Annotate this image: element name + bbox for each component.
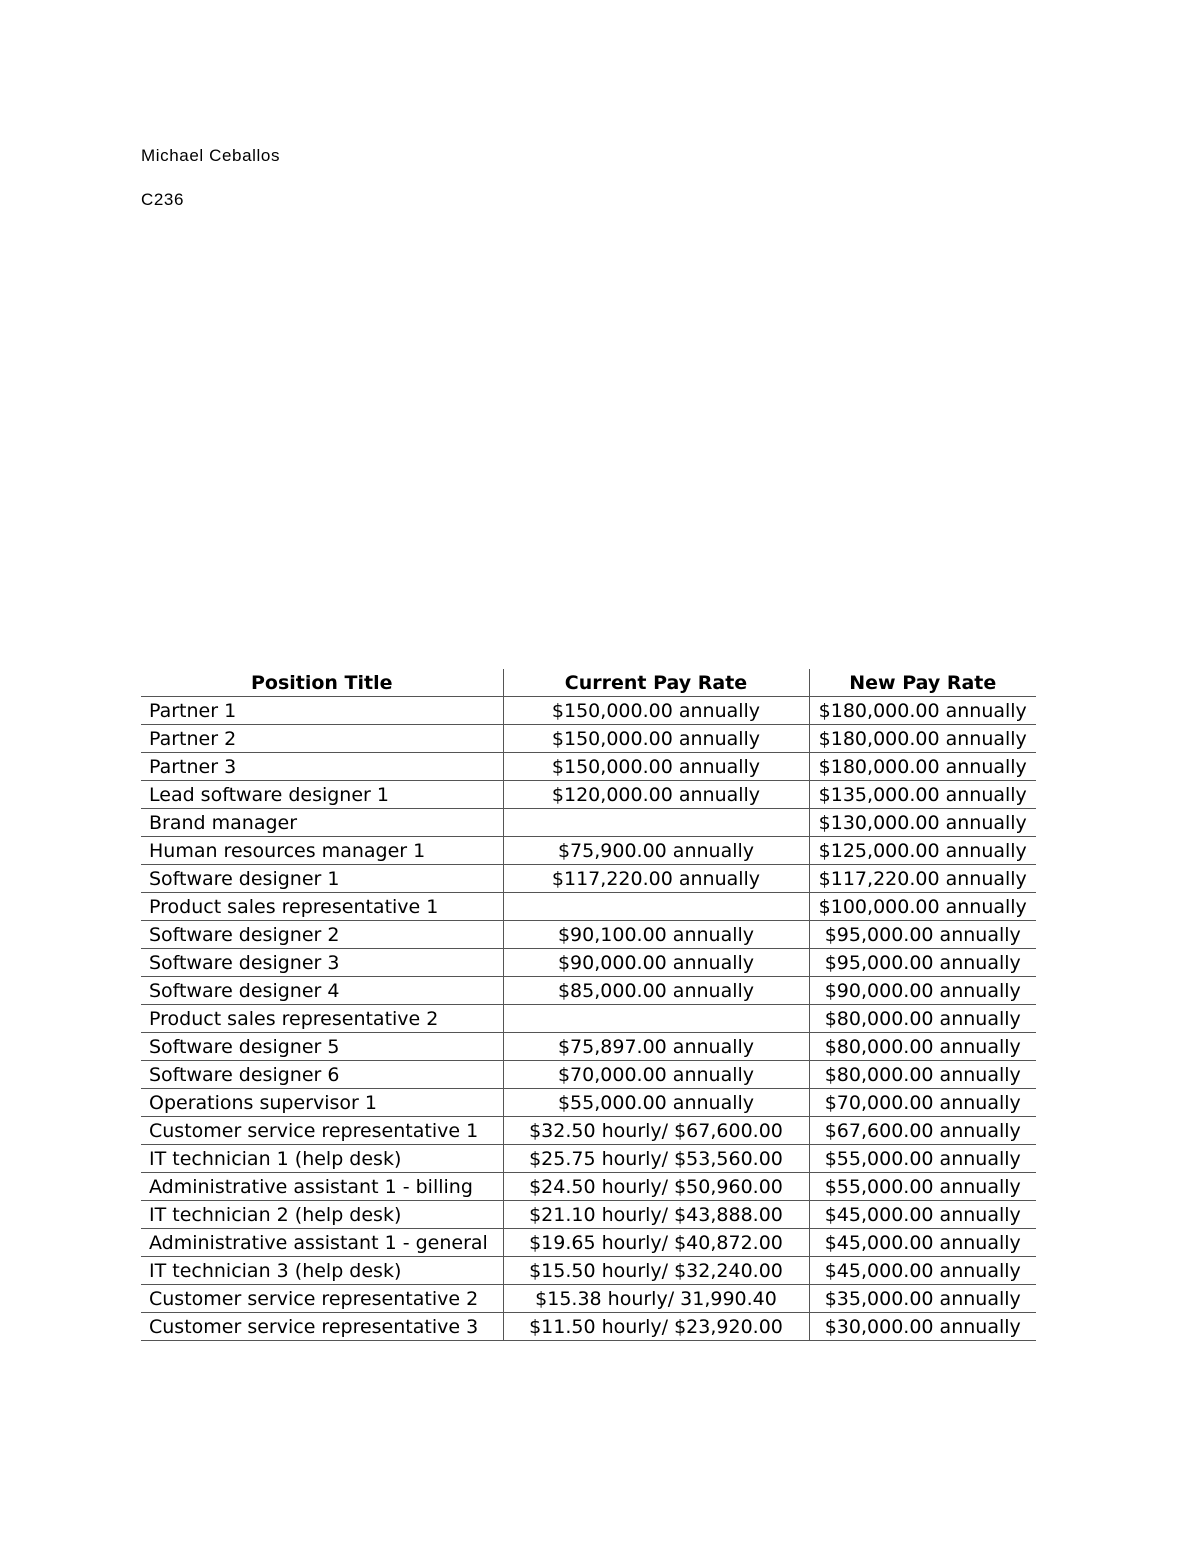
position-title-cell: Partner 2 [141,725,503,753]
current-pay-cell [503,1005,809,1033]
new-pay-cell: $180,000.00 annually [809,753,1036,781]
new-pay-cell: $30,000.00 annually [809,1313,1036,1341]
column-header-new-pay-rate: New Pay Rate [809,669,1036,697]
author-name: Michael Ceballos [141,146,281,165]
position-title-cell: Software designer 5 [141,1033,503,1061]
new-pay-cell: $130,000.00 annually [809,809,1036,837]
new-pay-cell: $55,000.00 annually [809,1173,1036,1201]
new-pay-cell: $95,000.00 annually [809,949,1036,977]
table-row [141,1061,1036,1089]
position-title-cell: Operations supervisor 1 [141,1089,503,1117]
new-pay-cell: $45,000.00 annually [809,1229,1036,1257]
table-row [141,1033,1036,1061]
current-pay-cell [503,893,809,921]
table-row [141,1145,1036,1173]
new-pay-cell: $80,000.00 annually [809,1005,1036,1033]
table-row [141,725,1036,753]
current-pay-cell: $120,000.00 annually [503,781,809,809]
position-title-cell: IT technician 1 (help desk) [141,1145,503,1173]
table-row [141,865,1036,893]
new-pay-cell: $180,000.00 annually [809,697,1036,725]
new-pay-cell: $125,000.00 annually [809,837,1036,865]
table-row [141,1313,1036,1341]
new-pay-cell: $45,000.00 annually [809,1257,1036,1285]
current-pay-cell: $90,100.00 annually [503,921,809,949]
table-row [141,781,1036,809]
table-row [141,1201,1036,1229]
new-pay-cell: $80,000.00 annually [809,1033,1036,1061]
current-pay-cell: $25.75 hourly/ $53,560.00 [503,1145,809,1173]
new-pay-cell: $180,000.00 annually [809,725,1036,753]
new-pay-cell: $35,000.00 annually [809,1285,1036,1313]
position-title-cell: Administrative assistant 1 - general [141,1229,503,1257]
current-pay-cell: $21.10 hourly/ $43,888.00 [503,1201,809,1229]
position-title-cell: Administrative assistant 1 - billing [141,1173,503,1201]
table-header-row [141,669,1036,697]
current-pay-cell: $150,000.00 annually [503,753,809,781]
position-title-cell: Customer service representative 2 [141,1285,503,1313]
position-title-cell: IT technician 3 (help desk) [141,1257,503,1285]
current-pay-cell: $19.65 hourly/ $40,872.00 [503,1229,809,1257]
current-pay-cell: $15.38 hourly/ 31,990.40 [503,1285,809,1313]
position-title-cell: Product sales representative 1 [141,893,503,921]
position-title-cell: Software designer 4 [141,977,503,1005]
table-row [141,893,1036,921]
table-row [141,1285,1036,1313]
current-pay-cell: $55,000.00 annually [503,1089,809,1117]
table-row [141,1173,1036,1201]
position-title-cell: Lead software designer 1 [141,781,503,809]
course-code: C236 [141,190,185,209]
table-row [141,1229,1036,1257]
position-title-cell: Customer service representative 1 [141,1117,503,1145]
table-row [141,753,1036,781]
table-row [141,809,1036,837]
current-pay-cell: $75,897.00 annually [503,1033,809,1061]
position-title-cell: Partner 1 [141,697,503,725]
table-row [141,921,1036,949]
position-title-cell: Brand manager [141,809,503,837]
table-row [141,837,1036,865]
current-pay-cell [503,809,809,837]
new-pay-cell: $135,000.00 annually [809,781,1036,809]
current-pay-cell: $24.50 hourly/ $50,960.00 [503,1173,809,1201]
current-pay-cell: $85,000.00 annually [503,977,809,1005]
new-pay-cell: $95,000.00 annually [809,921,1036,949]
table-row [141,977,1036,1005]
position-title-cell: Software designer 3 [141,949,503,977]
new-pay-cell: $100,000.00 annually [809,893,1036,921]
table-row [141,697,1036,725]
table-row [141,1257,1036,1285]
position-title-cell: IT technician 2 (help desk) [141,1201,503,1229]
current-pay-cell: $150,000.00 annually [503,725,809,753]
position-title-cell: Human resources manager 1 [141,837,503,865]
position-title-cell: Software designer 2 [141,921,503,949]
current-pay-cell: $32.50 hourly/ $67,600.00 [503,1117,809,1145]
new-pay-cell: $67,600.00 annually [809,1117,1036,1145]
new-pay-cell: $90,000.00 annually [809,977,1036,1005]
current-pay-cell: $15.50 hourly/ $32,240.00 [503,1257,809,1285]
current-pay-cell: $11.50 hourly/ $23,920.00 [503,1313,809,1341]
current-pay-cell: $117,220.00 annually [503,865,809,893]
column-header-current-pay-rate: Current Pay Rate [503,669,809,697]
new-pay-cell: $55,000.00 annually [809,1145,1036,1173]
current-pay-cell: $90,000.00 annually [503,949,809,977]
new-pay-cell: $70,000.00 annually [809,1089,1036,1117]
position-title-cell: Software designer 1 [141,865,503,893]
table-row [141,1089,1036,1117]
column-header-position-title: Position Title [141,669,503,697]
table-row [141,949,1036,977]
current-pay-cell: $75,900.00 annually [503,837,809,865]
current-pay-cell: $150,000.00 annually [503,697,809,725]
new-pay-cell: $80,000.00 annually [809,1061,1036,1089]
table-row [141,1005,1036,1033]
position-title-cell: Product sales representative 2 [141,1005,503,1033]
position-title-cell: Software designer 6 [141,1061,503,1089]
new-pay-cell: $45,000.00 annually [809,1201,1036,1229]
current-pay-cell: $70,000.00 annually [503,1061,809,1089]
table-row [141,1117,1036,1145]
new-pay-cell: $117,220.00 annually [809,865,1036,893]
pay-rate-table [141,669,1036,1341]
position-title-cell: Customer service representative 3 [141,1313,503,1341]
position-title-cell: Partner 3 [141,753,503,781]
